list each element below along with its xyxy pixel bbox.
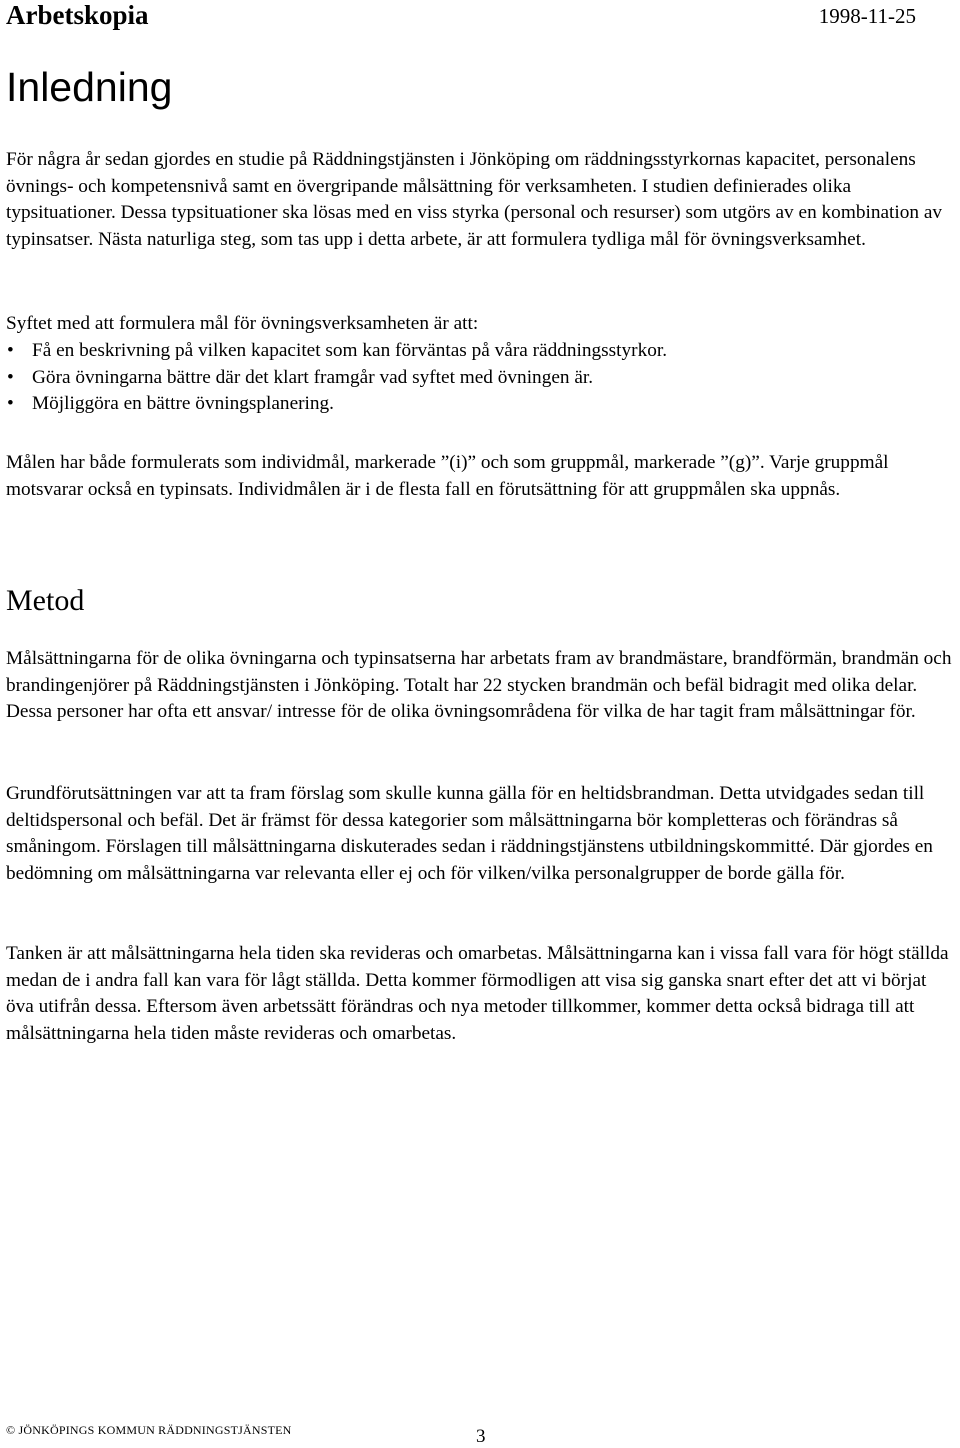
purpose-bullet-list bbox=[6, 338, 956, 418]
page-header bbox=[6, 0, 916, 30]
section-heading-metod: Metod bbox=[6, 584, 85, 617]
goals-paragraph: Målen har både formulerats som individmål, markerade ”(i)” och som gruppmål, markerade ”(g)”. Varje gruppmål motsvarar också en typinsats. Individmålen är i de flesta fall en förutsättning för att gruppmålen ska uppnås. bbox=[6, 452, 889, 500]
purpose-paragraph: Syftet med att formulera mål för övningsverksamheten är att: bbox=[6, 313, 479, 334]
method-paragraph-2: Grundförutsättningen var att ta fram förslag som skulle kunna gälla för en heltidsbrandman. Detta utvidgades sedan till deltidspersonal och befäl. Det är främst för dessa kategorier som målsättningarna bör kompletteras och förändras så småningom. Förslagen till målsättningarna diskuterades sedan i räddningstjänstens utbildningskommitté. Där gjordes en bedömning om målsättningarna var relevanta eller ej och för vilken/vilka personalgrupper de borde gälla för. bbox=[6, 783, 933, 885]
bullet-icon: • bbox=[7, 340, 14, 361]
bullet-text: Möjliggöra en bättre övningsplanering. bbox=[32, 393, 335, 415]
method-paragraph-3: Tanken är att målsättningarna hela tiden ska revideras och omarbetas. Målsättningarna kan i vissa fall vara för högt ställda medan de i andra fall kan vara för lågt ställda. Detta kommer förmodligen att visa sig ganska snart efter det att vi börjat öva utifrån dessa. Eftersom även arbetssätt förändras och nya metoder tillkommer, kommer detta också bidraga till att målsättningarna hela tiden måste revideras och omarbetas. bbox=[6, 943, 949, 1045]
footer-copyright: © JÖNKÖPINGS KOMMUN RÄDDNINGSTJÄNSTEN bbox=[6, 1423, 292, 1437]
document-date: 1998-11-25 bbox=[818, 4, 916, 28]
method-paragraph-1: Målsättningarna för de olika övningarna och typinsatserna har arbetats fram av brandmästare, brandförmän, brandmän och brandingenjörer på Räddningstjänsten i Jönköping. Totalt har 22 stycken brandmän och befäl bidragit med olika delar. Dessa personer har ofta ett ansvar/ intresse för de olika övningsområdena för vilka de har tagit fram målsättningar för. bbox=[6, 648, 952, 723]
bullet-text: Göra övningarna bättre där det klart framgår vad syftet med övningen är. bbox=[32, 366, 594, 388]
section-heading-inledning: Inledning bbox=[6, 64, 173, 110]
bullet-icon: • bbox=[7, 366, 14, 388]
document-title: Arbetskopia bbox=[6, 0, 149, 30]
bullet-text: Få en beskrivning på vilken kapacitet som kan förväntas på våra räddningsstyrkor. bbox=[32, 340, 668, 361]
list-item bbox=[6, 365, 956, 392]
page-number: 3 bbox=[476, 1426, 486, 1447]
intro-paragraph: För några år sedan gjordes en studie på Räddningstjänsten i Jönköping om räddningsstyrkornas kapacitet, personalens övnings- och kompetensnivå samt en övergripande målsättning för verksamheten. I studien definierades olika typsituationer. Dessa typsituationer ska lösas med en viss styrka (personal och resurser) som utgörs av en kombination av typinsatser. Nästa naturliga steg, som tas upp i detta arbete, är att formulera tydliga mål för övningsverksamhet. bbox=[6, 149, 943, 251]
list-item bbox=[6, 338, 956, 365]
bullet-icon: • bbox=[7, 393, 14, 415]
list-item bbox=[6, 391, 956, 418]
